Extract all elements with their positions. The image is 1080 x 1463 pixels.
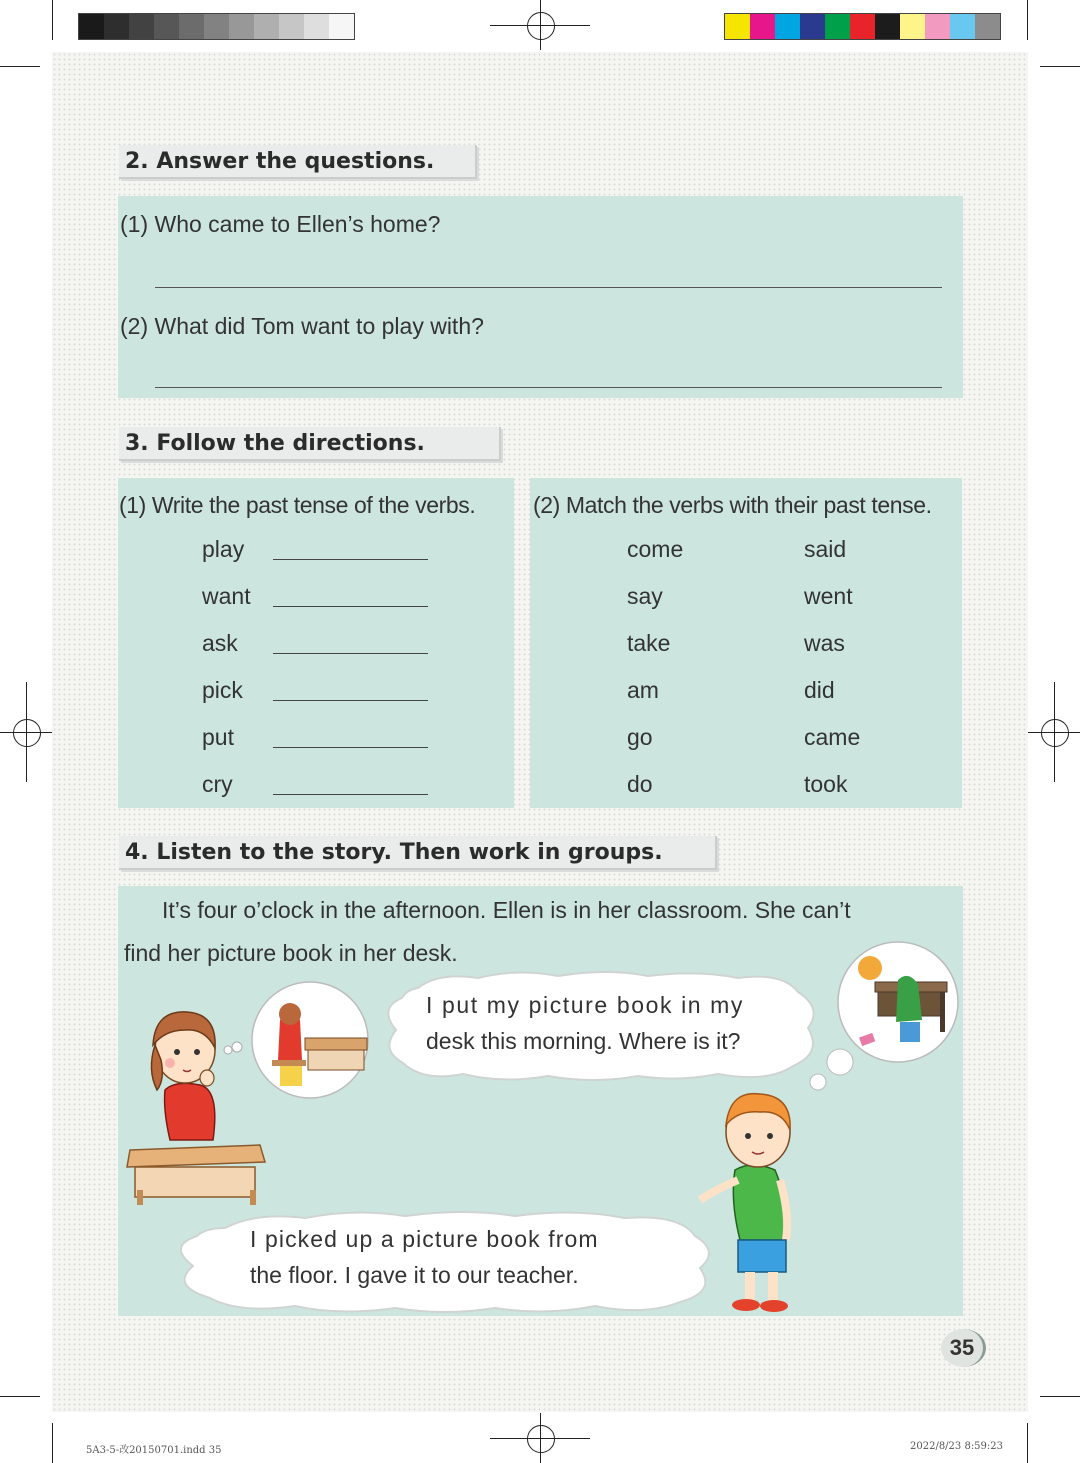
match-past-tense[interactable]: was — [804, 630, 845, 656]
section-3-heading: 3. Follow the directions. — [119, 427, 501, 461]
verb-word: cry — [202, 771, 233, 797]
match-verb[interactable]: am — [627, 677, 659, 703]
past-tense-blank[interactable] — [273, 700, 428, 701]
gray-swatch — [304, 14, 329, 39]
verb-word: pick — [202, 677, 243, 703]
gray-swatch — [229, 14, 254, 39]
footer-file-info: 5A3-5-改20150701.indd 35 — [86, 1445, 222, 1456]
color-swatch — [900, 14, 925, 39]
section-3-right-panel — [530, 478, 962, 808]
color-swatch — [825, 14, 850, 39]
tom-thought-bubble — [800, 940, 965, 1095]
color-calibration-bar — [724, 13, 1001, 40]
speech-bubble-1-line-1: I put my picture book in my — [426, 992, 745, 1018]
match-past-tense[interactable]: took — [804, 771, 848, 797]
question-1: (1) Who came to Ellen’s home? — [120, 211, 441, 237]
speech-bubble-2-line-1: I picked up a picture book from — [250, 1226, 599, 1252]
past-tense-blank[interactable] — [273, 653, 428, 654]
speech-bubble-2-line-2: the floor. I gave it to our teacher. — [250, 1262, 579, 1288]
gray-swatch — [204, 14, 229, 39]
past-tense-blank[interactable] — [273, 559, 428, 560]
color-swatch — [850, 14, 875, 39]
color-swatch — [975, 14, 1000, 39]
color-swatch — [725, 14, 750, 39]
gray-swatch — [104, 14, 129, 39]
part-1-instruction: (1) Write the past tense of the verbs. — [119, 492, 476, 518]
match-past-tense[interactable]: came — [804, 724, 861, 750]
match-verb[interactable]: take — [627, 630, 671, 656]
verb-word: ask — [202, 630, 238, 656]
gray-swatch — [79, 14, 104, 39]
verb-word: want — [202, 583, 251, 609]
color-swatch — [750, 14, 775, 39]
match-verb[interactable]: go — [627, 724, 653, 750]
color-swatch — [925, 14, 950, 39]
section-2-panel — [118, 196, 963, 398]
color-swatch — [950, 14, 975, 39]
answer-line-1[interactable] — [155, 287, 942, 288]
speech-bubble-1-line-2: desk this morning. Where is it? — [426, 1028, 741, 1054]
ellen-thought-bubble — [220, 980, 385, 1105]
gray-swatch — [179, 14, 204, 39]
gray-swatch — [279, 14, 304, 39]
match-verb[interactable]: do — [627, 771, 653, 797]
past-tense-blank[interactable] — [273, 794, 428, 795]
page-number: 35 — [941, 1329, 986, 1367]
gray-swatch — [329, 14, 354, 39]
past-tense-blank[interactable] — [273, 606, 428, 607]
past-tense-blank[interactable] — [273, 747, 428, 748]
match-verb[interactable]: come — [627, 536, 684, 562]
match-verb[interactable]: say — [627, 583, 663, 609]
verb-word: play — [202, 536, 245, 562]
part-2-instruction: (2) Match the verbs with their past tense. — [533, 492, 932, 518]
story-intro-line-2: find her picture book in her desk. — [124, 940, 458, 966]
story-intro-line-1: It’s four o’clock in the afternoon. Ellen is in her classroom. She can’t — [162, 897, 851, 923]
verb-word: put — [202, 724, 234, 750]
gray-swatch — [154, 14, 179, 39]
match-past-tense[interactable]: did — [804, 677, 835, 703]
question-2: (2) What did Tom want to play with? — [120, 313, 484, 339]
section-4-heading: 4. Listen to the story. Then work in groups. — [119, 836, 717, 870]
gray-swatch — [254, 14, 279, 39]
color-swatch — [875, 14, 900, 39]
section-2-heading: 2. Answer the questions. — [119, 145, 477, 179]
answer-line-2[interactable] — [155, 387, 942, 388]
color-swatch — [800, 14, 825, 39]
footer-timestamp: 2022/8/23 8:59:23 — [910, 1441, 1004, 1452]
color-swatch — [775, 14, 800, 39]
gray-swatch — [129, 14, 154, 39]
gray-scale-bar — [78, 13, 355, 40]
section-3-left-panel — [118, 478, 514, 808]
match-past-tense[interactable]: went — [804, 583, 853, 609]
match-past-tense[interactable]: said — [804, 536, 847, 562]
